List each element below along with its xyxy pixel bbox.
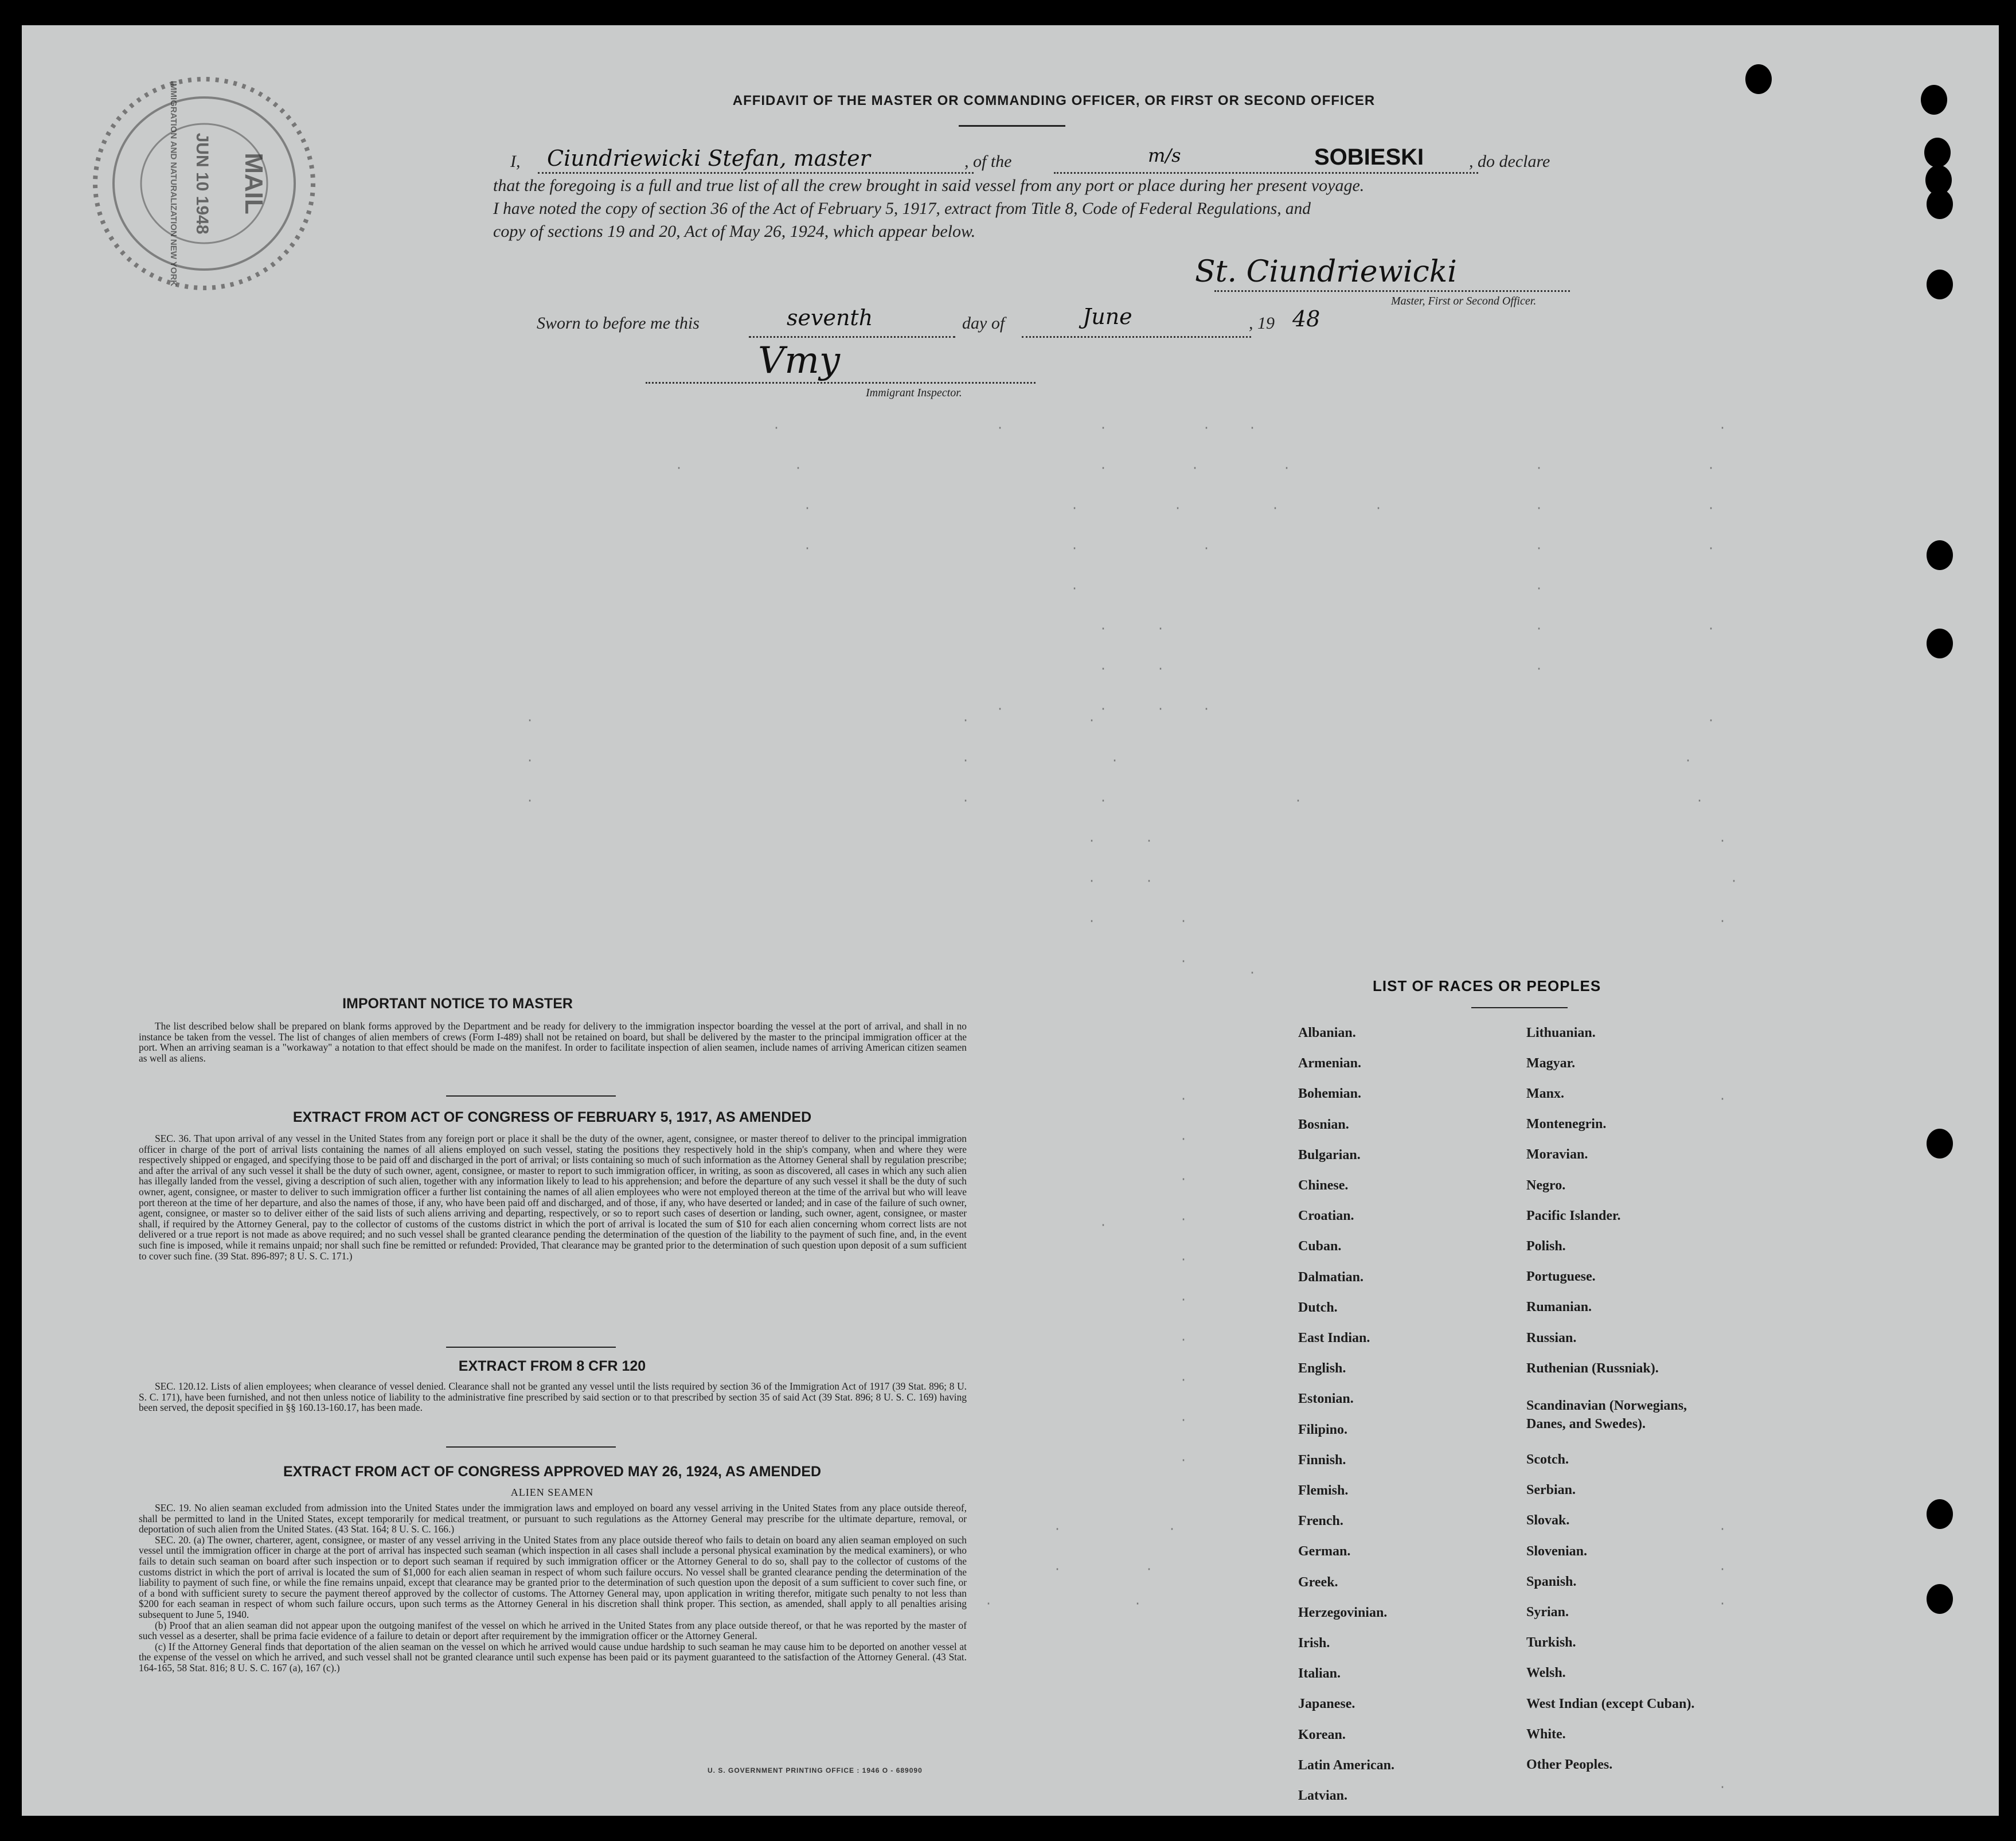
faint-mark: ·	[1685, 754, 1692, 767]
sworn-year: 48	[1292, 306, 1320, 331]
faint-mark: ·	[1180, 1132, 1187, 1146]
day-of-label: day of	[962, 314, 1005, 333]
do-declare-label: , do declare	[1469, 152, 1550, 171]
race-item: Moravian.	[1526, 1147, 1588, 1162]
faint-mark: ·	[1191, 461, 1199, 475]
faint-mark: ·	[1157, 702, 1165, 716]
sworn-label: Sworn to before me this	[537, 314, 700, 333]
faint-mark: ·	[1054, 1562, 1061, 1576]
race-item: Polish.	[1526, 1239, 1566, 1254]
race-item: Finnish.	[1298, 1452, 1346, 1468]
race-item: Slovak.	[1526, 1513, 1570, 1528]
race-item: Ruthenian (Russniak).	[1526, 1361, 1659, 1376]
faint-mark: ·	[1708, 541, 1715, 555]
decl-line-3: I have noted the copy of section 36 of the Act of February 5, 1917, extract from Title 8, Code of Federal Regulations, and	[493, 200, 1311, 218]
faint-mark: ·	[1100, 662, 1107, 676]
race-item: Albanian.	[1298, 1025, 1356, 1040]
extract-cfr-title: EXTRACT FROM 8 CFR 120	[458, 1358, 646, 1374]
of-the-label: , of the	[964, 152, 1012, 171]
faint-mark: ·	[1719, 834, 1726, 848]
race-item: Estonian.	[1298, 1391, 1354, 1407]
extract-cfr-body	[139, 1381, 967, 1413]
binder-hole	[1927, 189, 1953, 219]
faint-mark: ·	[1100, 461, 1107, 475]
race-item: Irish.	[1298, 1636, 1330, 1651]
faint-mark: ·	[1708, 622, 1715, 635]
section-divider	[446, 1095, 616, 1097]
master-signature-line	[1214, 290, 1570, 292]
faint-mark: ·	[1180, 1413, 1187, 1427]
faint-mark: ·	[1071, 501, 1079, 515]
faint-mark: ·	[1146, 874, 1153, 888]
master-signature: St. Ciundriewicki	[1195, 255, 1457, 289]
race-item: Korean.	[1298, 1727, 1346, 1742]
faint-mark: ·	[962, 794, 970, 808]
faint-mark: ·	[1536, 582, 1543, 595]
race-item: Portuguese.	[1526, 1269, 1596, 1284]
notice-paragraph: The list described below shall be prepared on blank forms approved by the Department and be ready for delivery to the immigration inspector boarding the vessel at the port of arrival, and shall in no instance be taken from the vessel. The list of changes of alien members of crews (Form I-489) shall not be retained on board, but shall be delivered by the master to the principal immigration officer at the port. When an arriving seaman is a "workaway" a notation to that effect should be made on the manifest. In order to facilitate inspection of alien seamen, include names of arriving American citizen seamen as well as aliens.	[139, 1020, 967, 1064]
race-item: Negro.	[1526, 1178, 1566, 1193]
race-item: Serbian.	[1526, 1483, 1576, 1497]
faint-mark: ·	[1180, 1333, 1187, 1347]
race-item: English.	[1298, 1361, 1346, 1376]
faint-mark: ·	[1169, 1522, 1176, 1536]
inspector-caption: Immigrant Inspector.	[866, 387, 962, 399]
race-item: Cuban.	[1298, 1239, 1342, 1254]
faint-mark: ·	[1180, 1373, 1187, 1387]
faint-mark: ·	[1088, 834, 1096, 848]
faint-mark: ·	[997, 421, 1004, 435]
faint-mark: ·	[1283, 461, 1291, 475]
extract-cfr-paragraph: SEC. 120.12. Lists of alien employees; when clearance of vessel denied. Clearance shall not be granted any vessel until the lists required by section 36 of the Immigration Act of 1917 (39 Stat. 896; 8 U. S. C. 171), have been furnished, and not then unless notice of liability to the administrative fine prescribed by said section or to that prescribed by section 35 of said Act (39 Stat. 896; 8 U. S. C. 169) having been served, the deposit specified in §§ 160.13-160.17, has been made.	[139, 1380, 967, 1414]
race-item: German.	[1298, 1544, 1351, 1559]
sec20b-paragraph: (b) Proof that an alien seaman did not appear upon the outgoing manifest of the vessel on which he arrived in the United States from any place outside thereof, or that he was reported by the master of such vessel as a deserter, shall be prima facie evidence of a failure to detain or deport after requirement by the immigration officer or the Attorney General.	[139, 1619, 967, 1642]
faint-mark: ·	[1272, 501, 1279, 515]
binder-hole	[1924, 138, 1951, 167]
race-item: East Indian.	[1298, 1331, 1370, 1345]
faint-mark: ·	[1180, 914, 1187, 928]
faint-mark: ·	[1146, 834, 1153, 848]
faint-mark: ·	[1708, 501, 1715, 515]
extract-1924-title: EXTRACT FROM ACT OF CONGRESS APPROVED MAY 26, 1924, AS AMENDED	[283, 1464, 822, 1480]
faint-mark: ·	[526, 713, 534, 727]
faint-mark: ·	[962, 713, 970, 727]
faint-mark: ·	[962, 754, 970, 767]
faint-mark: ·	[795, 461, 802, 475]
faint-mark: ·	[1536, 541, 1543, 555]
faint-mark: ·	[1719, 1780, 1726, 1794]
sec19-paragraph: SEC. 19. No alien seaman excluded from admission into the United States under the immigration laws and employed on board any vessel arriving in the United States from any place outside thereof, shall be permitted to land in the United States, except temporarily for medical treatment, or pursuant to such regulations as the Attorney General may prescribe for the ultimate departure, removal, or deportation of such alien from the United States. (43 Stat. 164; 8 U. S. C. 166.)	[139, 1502, 967, 1535]
faint-mark: ·	[1157, 662, 1165, 676]
title-divider	[959, 125, 1065, 127]
binder-hole	[1927, 629, 1953, 658]
faint-mark: ·	[1719, 914, 1726, 928]
faint-mark: ·	[1180, 1092, 1187, 1106]
faint-mark: ·	[804, 501, 811, 515]
extract-1917-body	[139, 1133, 967, 1261]
year-prefix: , 19	[1249, 314, 1275, 333]
notice-title: IMPORTANT NOTICE TO MASTER	[342, 996, 573, 1012]
affidavit-title: AFFIDAVIT OF THE MASTER OR COMMANDING OFFICER, OR FIRST OR SECOND OFFICER	[732, 93, 1376, 108]
binder-hole	[1745, 64, 1772, 94]
races-divider	[1471, 1007, 1568, 1008]
extract-1924-subtitle: ALIEN SEAMEN	[510, 1487, 594, 1498]
sworn-month: June	[1083, 304, 1132, 329]
vessel-name: SOBIESKI	[1314, 145, 1424, 170]
mail-received-stamp	[89, 73, 319, 294]
extract-1924-body	[139, 1503, 967, 1674]
faint-mark: ·	[1203, 541, 1210, 555]
race-item: Chinese.	[1298, 1178, 1349, 1193]
faint-mark: ·	[804, 541, 811, 555]
race-item: Syrian.	[1526, 1605, 1569, 1620]
race-item: Turkish.	[1526, 1635, 1576, 1650]
faint-mark: ·	[1088, 874, 1096, 888]
section-divider	[446, 1347, 616, 1348]
inspector-signature-line	[646, 382, 1036, 384]
faint-mark: ·	[1100, 1218, 1107, 1232]
race-item: Bulgarian.	[1298, 1147, 1361, 1163]
faint-mark: ·	[1071, 541, 1079, 555]
race-item: Pacific Islander.	[1526, 1208, 1621, 1223]
faint-mark: ·	[1203, 702, 1210, 716]
faint-mark: ·	[1719, 421, 1726, 435]
faint-mark: ·	[1730, 874, 1738, 888]
faint-mark: ·	[1536, 662, 1543, 676]
document-page	[22, 25, 1999, 1816]
faint-mark: ·	[1719, 1522, 1726, 1536]
faint-mark: ·	[1100, 421, 1107, 435]
race-item: Latin American.	[1298, 1757, 1394, 1773]
binder-hole	[1927, 1129, 1953, 1159]
faint-mark: ·	[1536, 461, 1543, 475]
race-item: Greek.	[1298, 1574, 1338, 1590]
race-item: Manx.	[1526, 1086, 1564, 1101]
race-item: Other Peoples.	[1526, 1757, 1613, 1772]
vessel-prefix: m/s	[1148, 145, 1181, 166]
race-item: Rumanian.	[1526, 1300, 1592, 1315]
faint-mark: ·	[675, 461, 683, 475]
faint-mark: ·	[1719, 1092, 1726, 1106]
race-item: Flemish.	[1298, 1483, 1349, 1498]
faint-mark: ·	[1708, 713, 1715, 727]
faint-mark: ·	[1536, 622, 1543, 635]
race-item: Dalmatian.	[1298, 1269, 1363, 1285]
race-item: Danes, and Swedes).	[1526, 1417, 1646, 1432]
sworn-day: seventh	[787, 305, 873, 330]
faint-mark: ·	[1146, 1562, 1153, 1576]
race-item: Bosnian.	[1298, 1117, 1349, 1132]
race-item: Dutch.	[1298, 1300, 1338, 1315]
faint-mark: ·	[1054, 1522, 1061, 1536]
inspector-signature: Vmy	[758, 340, 841, 382]
faint-mark: ·	[1536, 501, 1543, 515]
sworn-day-line	[749, 336, 955, 338]
sec20c-paragraph: (c) If the Attorney General finds that deportation of the alien seaman on the vessel on which he arrived would cause undue hardship to such seaman he may cause him to be deported on another vessel at the expense of the vessel on which he arrived, and such vessel shall not be granted clearance until such expense has been paid or its payment guaranteed to the satisfaction of the Attorney General. (43 Stat. 164-165, 58 Stat. 816; 8 U. S. C. 167 (a), 167 (c).)	[139, 1640, 967, 1674]
faint-mark: ·	[1174, 501, 1182, 515]
faint-mark: ·	[1375, 501, 1382, 515]
faint-mark: ·	[1180, 1172, 1187, 1186]
race-item: Slovenian.	[1526, 1544, 1588, 1559]
faint-mark: ·	[997, 702, 1004, 716]
faint-mark: ·	[1708, 461, 1715, 475]
faint-mark: ·	[526, 754, 534, 767]
faint-mark: ·	[1696, 794, 1704, 808]
faint-mark: ·	[1719, 1562, 1726, 1576]
faint-mark: ·	[985, 1597, 993, 1610]
faint-mark: ·	[1180, 1253, 1187, 1266]
binder-hole	[1927, 1499, 1953, 1529]
decl-line-4: copy of sections 19 and 20, Act of May 26, 1924, which appear below.	[493, 222, 976, 241]
faint-mark: ·	[1719, 1597, 1726, 1610]
race-item: Italian.	[1298, 1666, 1341, 1682]
race-item: Magyar.	[1526, 1056, 1576, 1071]
race-item: West Indian (except Cuban).	[1526, 1696, 1695, 1711]
race-item: Scandinavian (Norwegians,	[1526, 1398, 1687, 1413]
section-divider	[446, 1446, 616, 1448]
extract-1917-paragraph: SEC. 36. That upon arrival of any vessel in the United States from any foreign port or place it shall be the duty of the owner, agent, consignee, or master thereof to deliver to the principal immigration officer in charge of the port of arrival lists containing the names of all aliens employed on such vessel, stating the positions they respectively hold in the ship's company, when and where they were respectively shipped or engaged, and specifying those to be paid off and discharged in the port of arrival; or lists containing so much of such information as the Attorney General shall by regulation prescribe; and after the arrival of any such vessel it shall be the duty of such owner, agent, consignee, or master to report to such immigration officer, in writing, as soon as discovered, all cases in which any such alien has illegally landed from the vessel, giving a description of such alien, together with any information likely to lead to his apprehension; and before the departure of any such vessel it shall be the duty of such owner, agent, consignee, or master to deliver to such immigration officer a further list containing the names of all alien employees who were not employed thereon at the time of the arrival but who will leave port thereon at the time of her departure, and also the names of those, if any, who have been paid off and discharged, and of those, if any, who have deserted or landed; and in case of the failure of such owner, agent, consignee, or master so to deliver either of the said lists of such aliens arriving and departing, respectively, or so to report such cases of desertion or landing, such owner, agent, consignee, or master shall, if required by the Attorney General, pay to the collector of customs of the customs district in which the port of arrival is located the sum of $10 for each alien concerning whom correct lists are not delivered or a true report is not made as above required; and no such vessel shall be granted clearance pending the determination of the question of the liability to the payment of such fine, and, in the event such fine is imposed, while it remains unpaid; nor shall such fine be remitted or refunded: Provided, That clearance may be granted prior to the determination of such question upon deposit of a sum sufficient to cover such fine. (39 Stat. 896-897; 8 U. S. C. 171.)	[139, 1133, 967, 1262]
faint-mark: ·	[1111, 754, 1119, 767]
races-title: LIST OF RACES OR PEOPLES	[1373, 977, 1601, 994]
race-item: Scotch.	[1526, 1452, 1569, 1467]
race-item: Armenian.	[1298, 1056, 1361, 1071]
decl-line-2: that the foregoing is a full and true list of all the crew brought in said vessel from any port or place during her present voyage.	[493, 176, 1365, 195]
master-name: Ciundriewicki Stefan, master	[547, 146, 870, 171]
faint-mark: ·	[1180, 1293, 1187, 1306]
printer-imprint: U. S. GOVERNMENT PRINTING OFFICE : 1946 O - 689090	[708, 1766, 923, 1774]
stamp-word: MAIL	[240, 153, 268, 214]
stamp-date: JUN 10 1948	[193, 132, 212, 235]
race-item: French.	[1298, 1514, 1343, 1529]
race-item: Herzegovinian.	[1298, 1605, 1388, 1620]
race-item: Bohemian.	[1298, 1086, 1362, 1102]
faint-mark: ·	[1088, 914, 1096, 928]
sworn-month-line	[1022, 336, 1251, 338]
faint-mark: ·	[1180, 1453, 1187, 1467]
race-item: Lithuanian.	[1526, 1025, 1596, 1040]
race-item: Croatian.	[1298, 1208, 1354, 1224]
faint-mark: ·	[1100, 702, 1107, 716]
binder-hole	[1927, 1584, 1953, 1614]
sec20a-paragraph: SEC. 20. (a) The owner, charterer, agent, consignee, or master of any vessel arriving in the United States from any place outside thereof who fails to detain on board any alien seaman employed on such vessel until the immigration officer in charge at the port of arrival has inspected such seaman (which inspection in all cases shall include a personal physical examination by the medical examiners), or who fails to detain such seaman on board after such inspection or to deport such seaman if required by such immigration officer or the Attorney General to do so, shall pay to the collector of customs of the customs district in which the port of arrival is located the sum of $1,000 for each alien seaman in respect of whom such failure occurs. No vessel shall be granted clearance pending the determination of the liability to payment of such fine, or while the fine remains unpaid, except that clearance may be granted prior to the determination of such question upon the deposit of a sum sufficient to cover such fine, or of a bond with sufficient surety to secure the payment thereof approved by the collector of customs. The Attorney General may, upon application in writing therefor, mitigate such penalty to not less than $200 for each seaman in respect of whom such failure occurs, upon such terms as the Attorney General in his discretion shall think proper. This section, as amended, shall apply to all penalties arising subsequent to June 5, 1940.	[139, 1534, 967, 1620]
race-item: Welsh.	[1526, 1666, 1566, 1680]
faint-mark: ·	[1203, 421, 1210, 435]
faint-mark: ·	[1100, 794, 1107, 808]
binder-hole	[1927, 270, 1953, 299]
master-name-line	[538, 172, 974, 174]
notice-body	[139, 1021, 967, 1063]
vessel-name-line	[1054, 172, 1478, 174]
binder-hole	[1921, 85, 1947, 115]
faint-mark: ·	[1249, 966, 1256, 980]
faint-mark: ·	[773, 421, 780, 435]
faint-mark: ·	[1180, 954, 1187, 968]
faint-mark: ·	[1134, 1597, 1142, 1610]
faint-mark: ·	[1100, 622, 1107, 635]
faint-mark: ·	[1157, 622, 1165, 635]
binder-hole	[1927, 540, 1953, 570]
faint-mark: ·	[1295, 794, 1302, 808]
race-item: Russian.	[1526, 1331, 1577, 1345]
faint-mark: ·	[526, 794, 534, 808]
race-item: Montenegrin.	[1526, 1117, 1607, 1132]
race-item: White.	[1526, 1727, 1566, 1742]
faint-mark: ·	[1088, 713, 1096, 727]
extract-1917-title: EXTRACT FROM ACT OF CONGRESS OF FEBRUARY 5, 1917, AS AMENDED	[292, 1109, 812, 1125]
faint-mark: ·	[1071, 582, 1079, 595]
race-item: Filipino.	[1298, 1422, 1348, 1437]
race-item: Japanese.	[1298, 1696, 1355, 1712]
faint-mark: ·	[1249, 421, 1256, 435]
decl-i: I,	[510, 152, 521, 171]
race-item: Latvian.	[1298, 1788, 1348, 1803]
master-caption: Master, First or Second Officer.	[1391, 295, 1537, 307]
faint-mark: ·	[1180, 1212, 1187, 1226]
race-item: Spanish.	[1526, 1574, 1577, 1589]
stamp-text: IMMIGRATION AND NATURALIZATION NEW YORK	[169, 80, 178, 287]
